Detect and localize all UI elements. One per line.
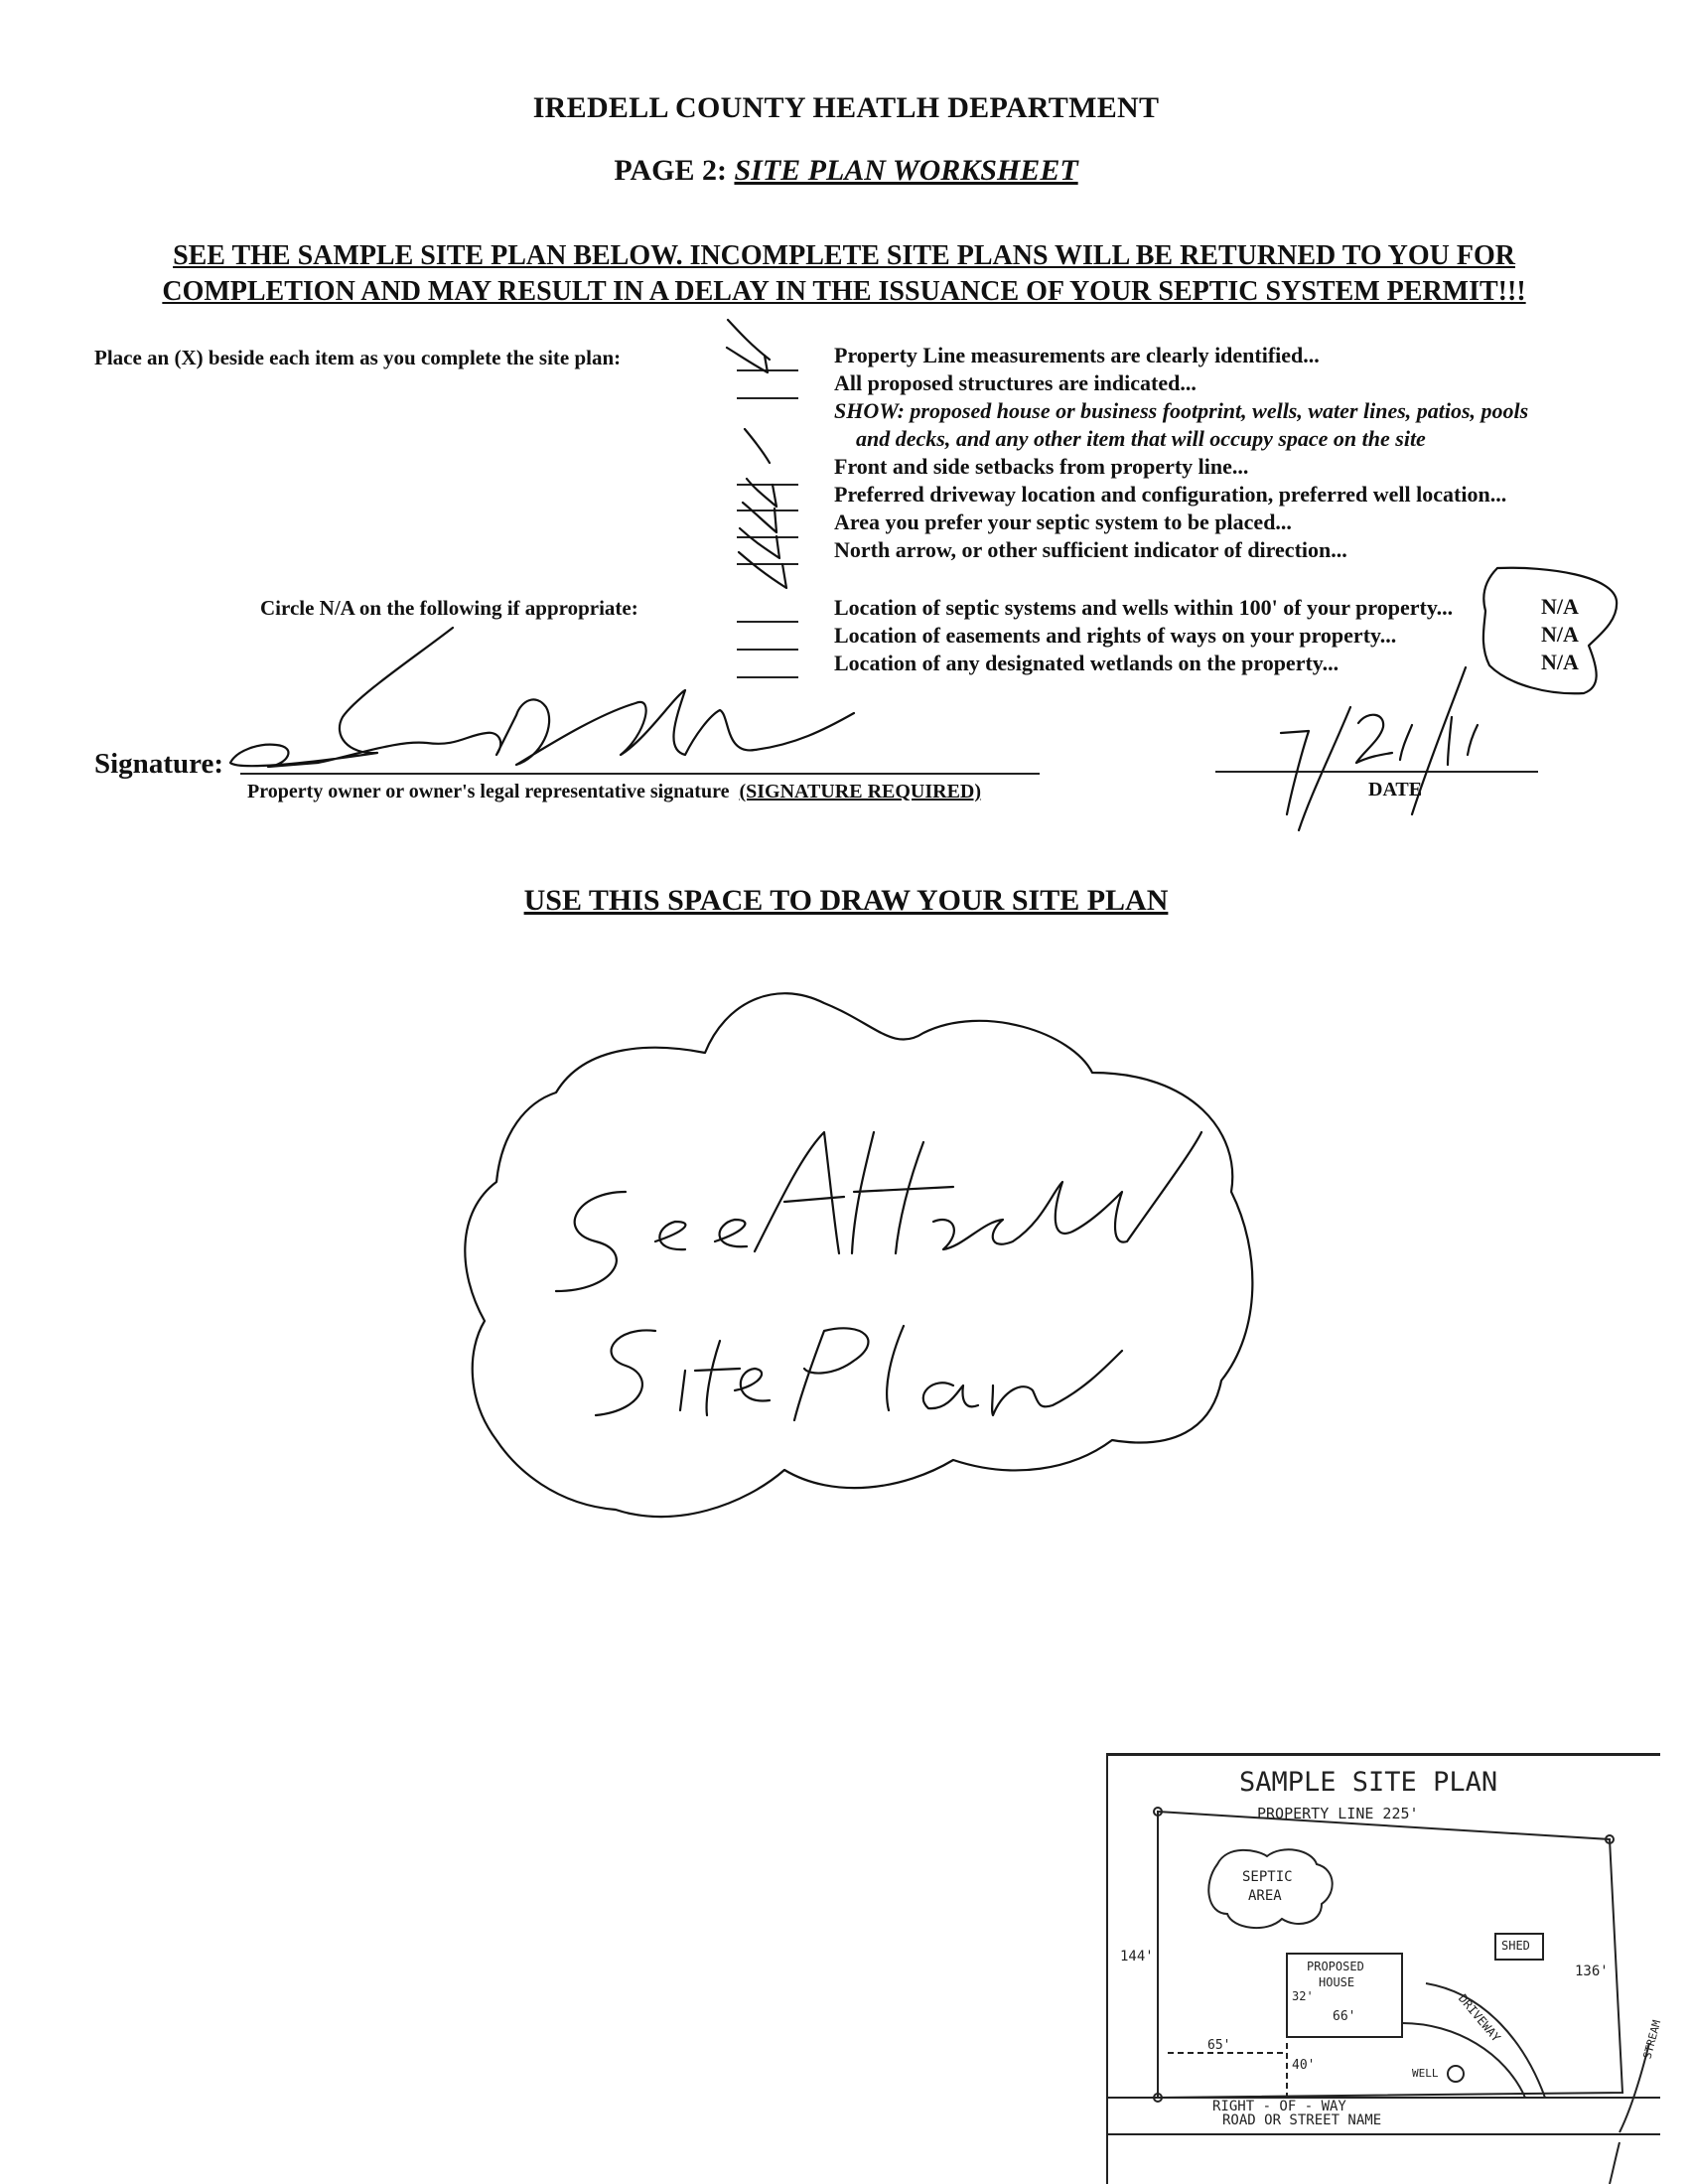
sample-depth-label: 32' bbox=[1292, 1989, 1314, 2003]
note-site-plan bbox=[596, 1326, 1122, 1420]
checkmarks bbox=[727, 320, 786, 588]
sample-side-setback: 65' bbox=[1207, 2038, 1231, 2053]
sample-septic-label: SEPTIC bbox=[1242, 1869, 1293, 1885]
checklist-item: SHOW: proposed house or business footprint, wells, water lines, patios, pools bbox=[834, 398, 1529, 423]
sample-right-dimension: 136' bbox=[1575, 1964, 1609, 1979]
signature-required-note: (SIGNATURE REQUIRED) bbox=[739, 781, 982, 802]
checklist-instruction: Place an (X) beside each item as you complete the site plan: bbox=[94, 346, 622, 369]
checklist-item: Front and side setbacks from property line... bbox=[834, 454, 1249, 479]
worksheet-title: SITE PLAN WORKSHEET bbox=[734, 154, 1078, 187]
sample-property-line: PROPERTY LINE 225' bbox=[1257, 1805, 1419, 1822]
warning-line-2: COMPLETION AND MAY RESULT IN A DELAY IN THE ISSUANCE OF YOUR SEPTIC SYSTEM PERMIT!!! bbox=[162, 276, 1526, 307]
checklist-item: and decks, and any other item that will occupy space on the site bbox=[856, 426, 1426, 451]
sample-title: SAMPLE SITE PLAN bbox=[1239, 1767, 1498, 1798]
na-option[interactable]: N/A bbox=[1541, 594, 1579, 619]
sample-left-dimension: 144' bbox=[1120, 1949, 1154, 1965]
sample-stream-label: STREAM bbox=[1640, 2018, 1664, 2061]
optional-item: Location of any designated wetlands on the property... bbox=[834, 651, 1340, 675]
note-cloud bbox=[465, 993, 1252, 1517]
signature-caption-text: Property owner or owner's legal representative signature bbox=[247, 781, 730, 802]
sample-driveway-label: DRIVEWAY bbox=[1455, 1991, 1503, 2045]
date-label: DATE bbox=[1368, 779, 1423, 801]
checklist-item: Area you prefer your septic system to be placed... bbox=[834, 510, 1292, 534]
handwritten-date bbox=[1281, 667, 1478, 830]
na-option[interactable]: N/A bbox=[1541, 650, 1579, 674]
na-instruction: Circle N/A on the following if appropriate: bbox=[260, 596, 638, 620]
signature-label: Signature: bbox=[94, 748, 223, 780]
checklist-item: Preferred driveway location and configuration, preferred well location... bbox=[834, 482, 1507, 507]
sample-house-label: HOUSE bbox=[1319, 1975, 1355, 1989]
page-prefix: PAGE 2: bbox=[614, 154, 735, 187]
checklist-item: All proposed structures are indicated... bbox=[834, 370, 1197, 395]
department-title: IREDELL COUNTY HEATLH DEPARTMENT bbox=[532, 91, 1160, 124]
optional-item: Location of easements and rights of ways on your property... bbox=[834, 623, 1397, 648]
sample-area-label: AREA bbox=[1248, 1888, 1282, 1904]
sample-well-label: WELL bbox=[1412, 2067, 1439, 2080]
signature-scribble bbox=[230, 628, 854, 767]
sample-front-setback: 40' bbox=[1292, 2058, 1316, 2073]
na-circle bbox=[1483, 568, 1617, 693]
sample-road-label: ROAD OR STREET NAME bbox=[1222, 2112, 1382, 2128]
checklist-item: Property Line measurements are clearly identified... bbox=[834, 343, 1320, 367]
sample-shed-label: SHED bbox=[1501, 1939, 1530, 1953]
na-option[interactable]: N/A bbox=[1541, 622, 1579, 647]
sample-proposed-label: PROPOSED bbox=[1307, 1960, 1364, 1973]
sample-width-label: 66' bbox=[1333, 2009, 1356, 2024]
sample-right-of-way: RIGHT - OF - WAY bbox=[1212, 2099, 1346, 2114]
site-plan-heading: USE THIS SPACE TO DRAW YOUR SITE PLAN bbox=[523, 884, 1169, 917]
sample-site-plan bbox=[1106, 1753, 1664, 2184]
checklist-item: North arrow, or other sufficient indicator of direction... bbox=[834, 537, 1347, 562]
note-see-attached bbox=[556, 1132, 1201, 1291]
warning-line-1: SEE THE SAMPLE SITE PLAN BELOW. INCOMPLETE SITE PLANS WILL BE RETURNED TO YOU FOR bbox=[173, 240, 1515, 271]
optional-item: Location of septic systems and wells within 100' of your property... bbox=[834, 595, 1454, 620]
